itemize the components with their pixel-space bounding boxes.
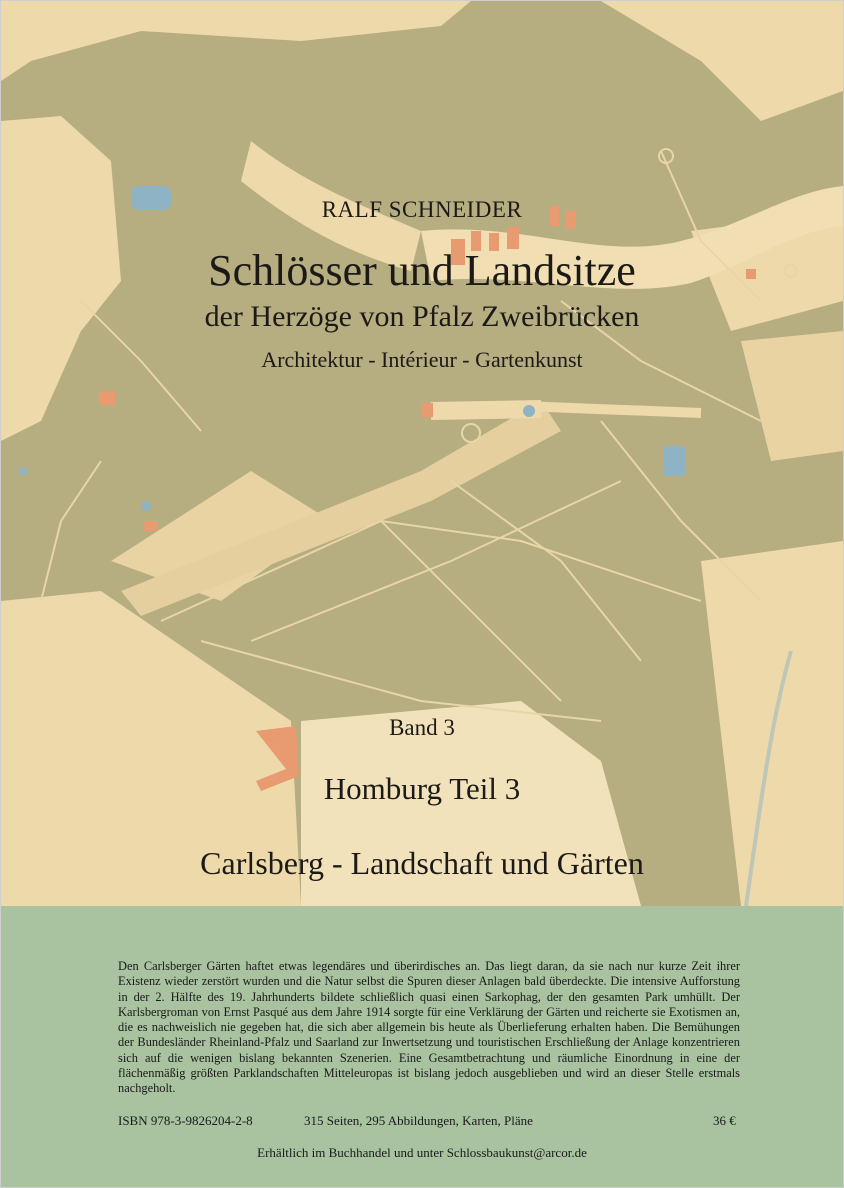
page-count: 315 Seiten, 295 Abbildungen, Karten, Pläne [304,1113,533,1128]
volume-subject: Carlsberg - Landschaft und Gärten [200,845,644,881]
author-name: RALF SCHNEIDER [321,197,523,222]
book-title: Schlösser und Landsitze [208,246,636,295]
volume-number: Band 3 [389,715,455,740]
price: 36 € [713,1113,736,1128]
book-tagline: Architektur - Intérieur - Gartenkunst [261,347,583,372]
background-garden-map [1,1,843,906]
volume-part: Homburg Teil 3 [323,771,521,806]
isbn: ISBN 978-3-9826204-2-8 [118,1113,253,1128]
availability-note: Erhältlich im Buchhandel und unter Schlossbaukunst@arcor.de [257,1145,587,1160]
description-text: Den Carlsberger Gärten haftet etwas legendäres und überirdisches an. Das liegt daran, da sie nach nur kurze Zeit ihrer Existenz wieder zerstört wurden und die Natur selbst die Spuren dieser Anlagen bald überdeckte. Die intensive Aufforstung in der 2. Hälfte des 19. Jahrhunderts bildete schließlich quasi einen Sarkophag, der den gesamten Park umhüllt. Der Karlsbergroman von Ernst Pasqué aus dem Jahre 1914 sorgte für eine Verklärung der Gärten und reicherte sie Exotismen an, die es nachweislich nie gegeben hat, die sich aber allgemein bis heute als Überlieferung erhalten haben. Die Bemühungen der Bundesländer Rheinland-Pfalz und Saarland zur Inwertsetzung und touristischen Erschließung der Anlage konzentrieren sich auf die wenigen bislang bekannten Szenerien. Eine Gesamtbetrachtung und räumliche Einordnung in eine der flächenmäßig größten Parklandschaften Mitteleuropas ist bislang jedoch ausgeblieben und wird an dieser Stelle erstmals nachgeholt. [118,959,740,1096]
book-subtitle: der Herzöge von Pfalz Zweibrücken [204,300,640,333]
